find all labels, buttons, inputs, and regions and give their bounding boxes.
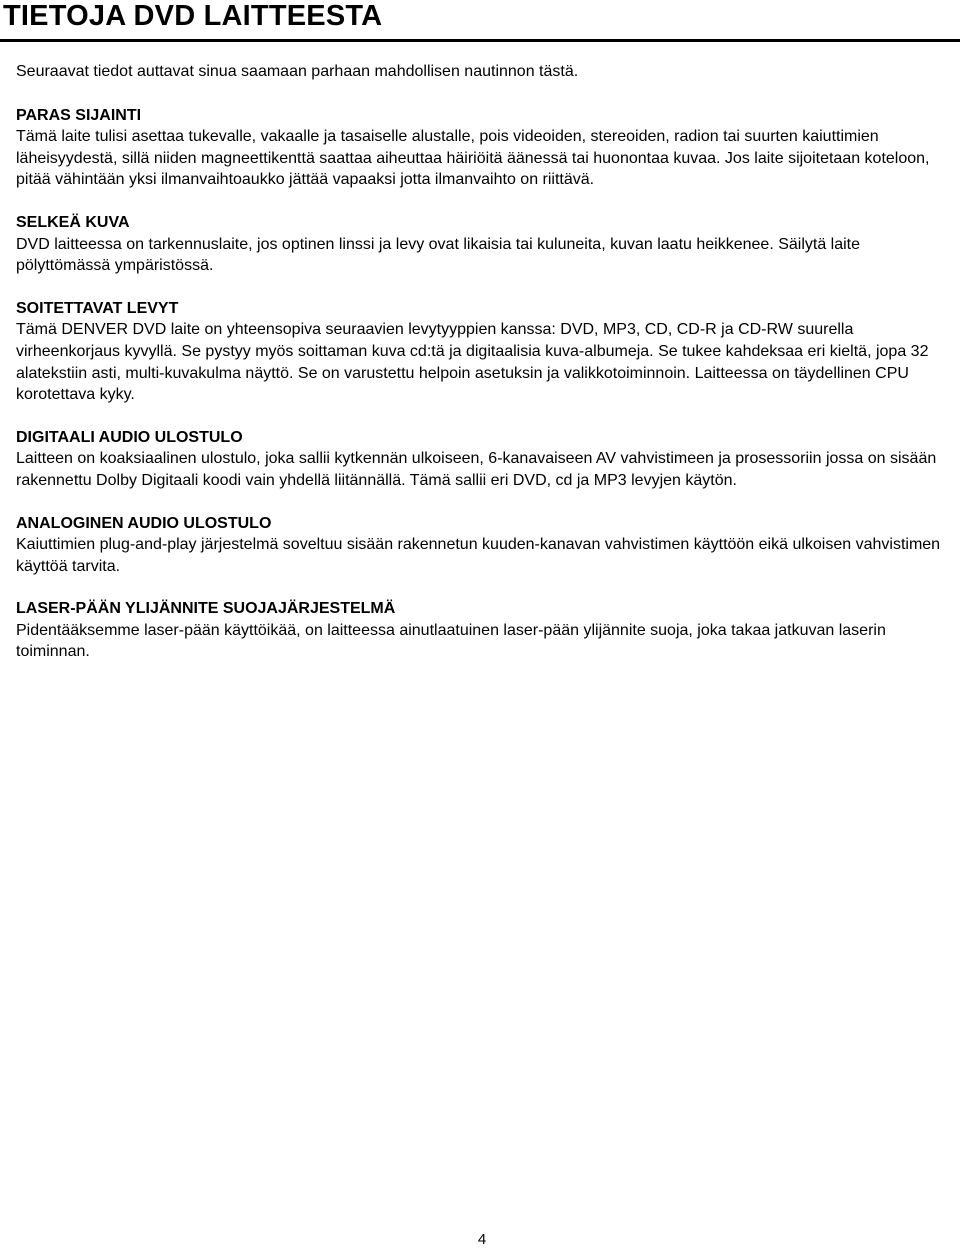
section-digitaali-audio-ulostulo [16,427,946,492]
intro-paragraph: Seuraavat tiedot auttavat sinua saamaan parhaan mahdollisen nautinnon tästä. [16,63,579,80]
section-laser-paan-suojajarjestelma [16,598,946,663]
section-body: Kaiuttimien plug-and-play järjestelmä soveltuu sisään rakennetun kuuden-kanavan vahvistimen käyttöön eikä ulkoisen vahvistimen käyttöä tarvita. [16,536,941,575]
section-heading: SELKEÄ KUVA [16,213,130,231]
section-body: Tämä DENVER DVD laite on yhteensopiva seuraavien levytyyppien kanssa: DVD, MP3, CD, CD-R ja CD-RW suurella virheenkorjaus kyvyllä. Se pystyy myös soittaman kuva cd:tä ja digitaalisia kuva-albumeja. Se tukee kahdeksaa eri kieltä, jopa 32 alatekstiin asti, multi-kuvakulma näyttö. Se on varustettu helpoin asetuksin ja valikkotoiminnoin. Laitteessa on täydellinen CPU korotettava kyky. [16,321,929,404]
section-selkea-kuva [16,212,946,277]
section-body: DVD laitteessa on tarkennuslaite, jos optinen linssi ja levy ovat likaisia tai kuluneita, kuvan laatu heikkenee. Säilytä laite pölyttömässä ympäristössä. [16,235,861,275]
section-paras-sijainti [16,105,946,191]
page-title: TIETOJA DVD LAITTEESTA [3,0,383,32]
section-heading: ANALOGINEN AUDIO ULOSTULO [16,514,272,532]
section-heading: LASER-PÄÄN YLIJÄNNITE SUOJAJÄRJESTELMÄ [16,600,396,618]
section-body: Tämä laite tulisi asettaa tukevalle, vakaalle ja tasaiselle alustalle, pois videoiden, stereoiden, radion tai suurten kaiuttimien läheisyydestä, sillä niiden magneettikenttä saattaa aiheuttaa häiriöitä äänessä tai huonontaa kuvaa. Jos laite sijoitetaan koteloon, pitää vähintään yksi ilmanvaihtoaukko jättää vapaaksi jotta ilmanvaihto on riittävä. [16,128,930,189]
section-analoginen-audio-ulostulo [16,513,946,578]
document-content [16,61,946,684]
page-number: 4 [477,1231,487,1248]
section-body: Pidentääksemme laser-pään käyttöikää, on laitteessa ainutlaatuinen laser-pään ylijännite suoja, joka takaa jatkuvan laserin toiminnan. [16,621,886,661]
section-heading: PARAS SIJAINTI [16,106,142,124]
section-body: Laitteen on koaksiaalinen ulostulo, joka sallii kytkennän ulkoiseen, 6-kanavaiseen AV vahvistimeen ja prosessoriin jossa on sisään rakennettu Dolby Digitaali koodi vain yhdellä liitännällä. Tämä sallii eri DVD, cd ja MP3 levyjen käytön. [16,450,937,489]
section-heading: SOITETTAVAT LEVYT [16,299,179,317]
section-heading: DIGITAALI AUDIO ULOSTULO [16,428,243,446]
page-title-bar [0,0,960,42]
section-soitettavat-levyt [16,298,946,406]
